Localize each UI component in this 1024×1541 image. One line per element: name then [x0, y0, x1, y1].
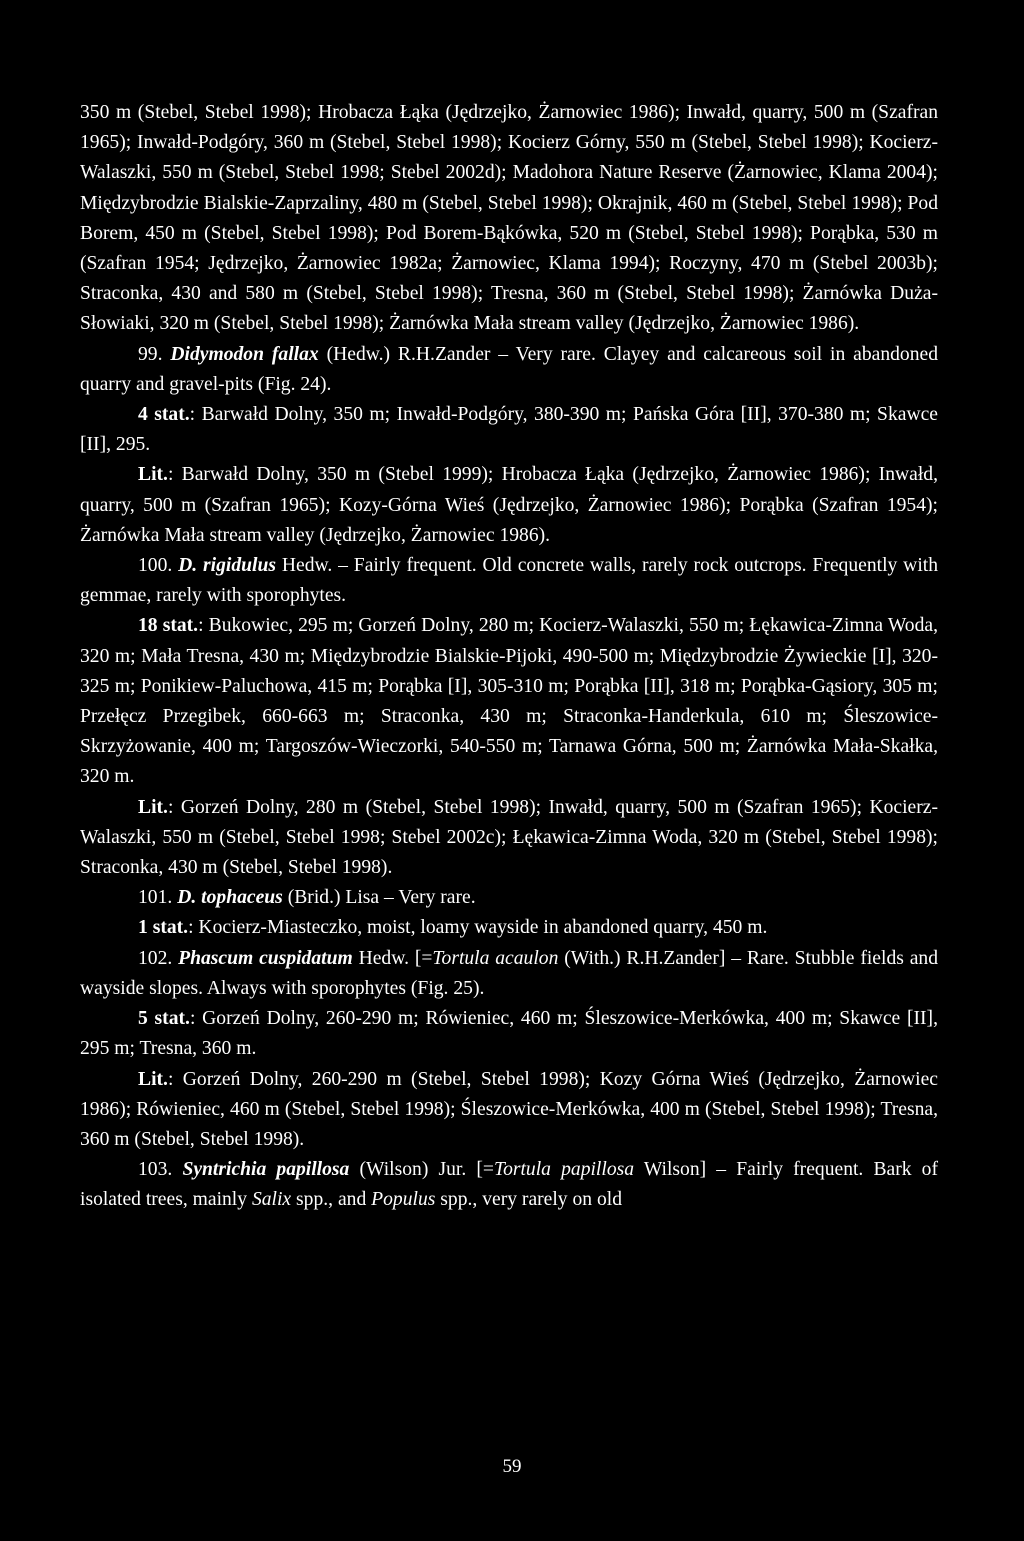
species-author: (Wilson) Jur. [= — [349, 1159, 494, 1181]
species-name: Phascum cuspidatum — [178, 947, 353, 969]
stations-label: 5 stat. — [138, 1008, 190, 1030]
species-100-stations — [80, 611, 938, 792]
species-99-literature — [80, 460, 938, 551]
species-description: (Hedw.) R.H.Zander – Very rare. Clayey and calcareous soil in abandoned quarry and gravel-pits (Fig. 24). — [80, 343, 939, 395]
species-103-heading — [80, 1155, 938, 1215]
genus-salix: Salix — [251, 1189, 292, 1211]
species-description: Hedw. – Fairly frequent. Old concrete walls, rarely rock outcrops. Frequently with gemmae, rarely with sporophytes. — [80, 555, 939, 607]
species-number: 102. — [138, 947, 173, 969]
species-101-stations — [80, 913, 938, 943]
species-synonym: Tortula papillosa — [493, 1159, 635, 1181]
species-name: Didymodon fallax — [170, 343, 319, 365]
literature-text: : Gorzeń Dolny, 280 m (Stebel, Stebel 1998); Inwałd, quarry, 500 m (Szafran 1965); Kocierz-Walaszki, 550 m (Stebel, Stebel 1998; Stebel 2002c); Łękawica-Zimna Woda, 320 m (Stebel, Stebel 1998); Straconka, 430 m (Stebel, Stebel 1998). — [80, 796, 938, 879]
stations-text: : Barwałd Dolny, 350 m; Inwałd-Podgóry, 380-390 m; Pańska Góra [II], 370-380 m; Skawce [II], 295. — [80, 404, 938, 456]
paragraph-intro — [80, 98, 938, 340]
species-name: D. rigidulus — [178, 555, 277, 577]
species-description: (With.) R.H.Zander] – Rare. Stubble fields and wayside slopes. Always with sporophytes (Fig. 25). — [80, 947, 938, 999]
species-name: Syntrichia papillosa — [182, 1159, 350, 1181]
species-102-literature — [80, 1065, 938, 1156]
species-author: Hedw. [= — [352, 947, 433, 969]
species-number: 103. — [138, 1159, 173, 1181]
species-100-heading — [80, 551, 938, 611]
literature-label: Lit. — [138, 796, 168, 818]
species-synonym: Tortula acaulon — [432, 947, 559, 969]
species-number: 101. — [138, 887, 173, 909]
text-body — [80, 98, 938, 1216]
literature-label: Lit. — [138, 464, 168, 486]
stations-text: : Gorzeń Dolny, 260-290 m; Rówieniec, 460 m; Śleszowice-Merkówka, 400 m; Skawce [II], 295 m; Tresna, 360 m. — [80, 1008, 938, 1060]
species-description: Wilson] – Fairly frequent. Bark of isolated trees, mainly — [80, 1159, 939, 1211]
species-description-end: spp., very rarely on old — [435, 1189, 623, 1211]
species-description-cont: spp., and — [291, 1189, 372, 1211]
species-number: 99. — [138, 343, 163, 365]
literature-label: Lit. — [138, 1068, 168, 1090]
literature-text: : Gorzeń Dolny, 260-290 m (Stebel, Stebel 1998); Kozy Górna Wieś (Jędrzejko, Żarnowiec 1986); Rówieniec, 460 m (Stebel, Stebel 1998); Śleszowice-Merkówka, 400 m (Stebel, Stebel 1998); Tresna, 360 m (Stebel, Stebel 1998). — [80, 1068, 938, 1150]
stations-text: : Kocierz-Miasteczko, moist, loamy wayside in abandoned quarry, 450 m. — [188, 917, 768, 939]
page-number: 59 — [502, 1456, 522, 1477]
species-99-heading — [80, 340, 938, 400]
species-name: D. tophaceus — [177, 887, 283, 909]
intro-text: 350 m (Stebel, Stebel 1998); Hrobacza Łąka (Jędrzejko, Żarnowiec 1986); Inwałd, quarry, 500 m (Szafran 1965); Inwałd-Podgóry, 360 m (Stebel, Stebel 1998); Kocierz Górny, 550 m (Stebel, Stebel 1998); Kocierz-Walaszki, 550 m (Stebel, Stebel 1998; Stebel 2002d); Madohora Nature Reserve (Żarnowiec, Klama 2004); Międzybrodzie Bialskie-Zaprzaliny, 480 m (Stebel, Stebel 1998); Okrajnik, 460 m (Stebel, Stebel 1998); Pod Borem, 450 m (Stebel, Stebel 1998); Pod Borem-Bąkówka, 520 m (Stebel, Stebel 1998); Porąbka, 530 m (Szafran 1954; Jędrzejko, Żarnowiec 1982a; Żarnowiec, Klama 1994); Roczyny, 470 m (Stebel 2003b); Straconka, 430 and 580 m (Stebel, Stebel 1998); Tresna, 360 m (Stebel, Stebel 1998); Żarnówka Duża-Słowiaki, 320 m (Stebel, Stebel 1998); Żarnówka Mała stream valley (Jędrzejko, Żarnowiec 1986). — [80, 102, 938, 335]
stations-label: 1 stat. — [138, 917, 189, 939]
stations-text: : Bukowiec, 295 m; Gorzeń Dolny, 280 m; Kocierz-Walaszki, 550 m; Łękawica-Zimna Woda, 320 m; Mała Tresna, 430 m; Międzybrodzie Bialskie-Pijoki, 490-500 m; Międzybrodzie Żywieckie [I], 320-325 m; Ponikiew-Paluchowa, 415 m; Porąbka [I], 305-310 m; Porąbka [II], 318 m; Porąbka-Gąsiory, 305 m; Przełęcz Przegibek, 660-663 m; Straconka, 430 m; Straconka-Handerkula, 610 m; Śleszowice-Skrzyżowanie, 400 m; Targoszów-Wieczorki, 540-550 m; Tarnawa Górna, 500 m; Żarnówka Mała-Skałka, 320 m. — [80, 615, 938, 788]
species-101-heading — [80, 883, 938, 913]
species-description: (Brid.) Lisa – Very rare. — [282, 887, 476, 909]
stations-label: 4 stat. — [138, 404, 190, 426]
species-99-stations — [80, 400, 938, 460]
species-number: 100. — [138, 555, 173, 577]
species-102-heading — [80, 944, 938, 1004]
stations-label: 18 stat. — [138, 615, 199, 637]
genus-populus: Populus — [371, 1189, 436, 1211]
species-100-literature — [80, 793, 938, 884]
literature-text: : Barwałd Dolny, 350 m (Stebel 1999); Hrobacza Łąka (Jędrzejko, Żarnowiec 1986); Inwałd, quarry, 500 m (Szafran 1965); Kozy-Górna Wieś (Jędrzejko, Żarnowiec 1986); Porąbka (Szafran 1954); Żarnówka Mała stream valley (Jędrzejko, Żarnowiec 1986). — [80, 464, 938, 546]
species-102-stations — [80, 1004, 938, 1064]
